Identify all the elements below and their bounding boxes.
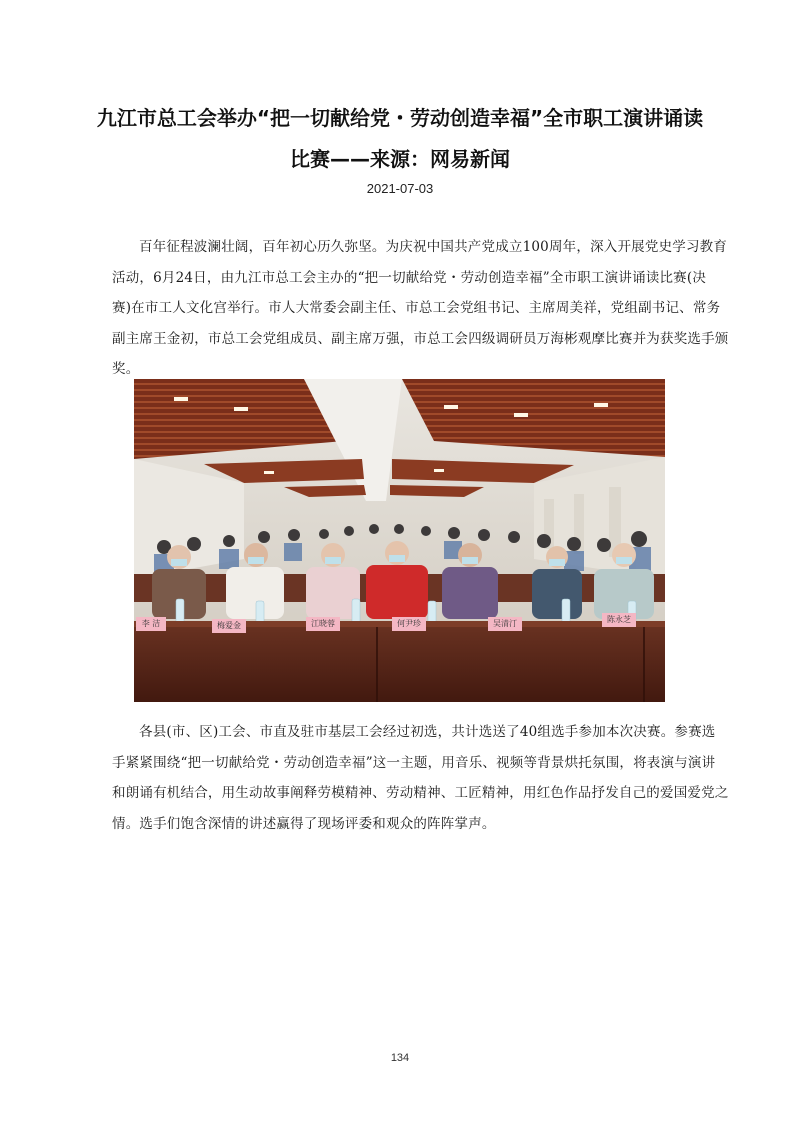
nameplate: 吴清汀 — [488, 617, 522, 631]
paragraph-1-line: 副主席王金初，市总工会党组成员、副主席万强，市总工会四级调研员万海彬观摩比赛并为获奖选手颁 — [112, 330, 729, 347]
paragraph-2-line: 手紧紧围绕“把一切献给党・劳动创造幸福”这一主题，用音乐、视频等背景烘托氛围，将表演与演讲 — [112, 754, 716, 771]
article-title-line-2: 比赛——来源：网易新闻 — [290, 147, 510, 171]
publish-date: 2021-07-03 — [366, 181, 434, 196]
paragraph-1-line: 赛)在市工人文化宫举行。市人大常委会副主任、市总工会党组书记、主席周美祥，党组副书记、常务 — [112, 300, 721, 316]
page-number: 134 — [390, 1052, 410, 1064]
paragraph-2-line: 各县(市、区)工会、市直及驻市基层工会经过初选，共计选送了40组选手参加本次决赛。参赛选 — [139, 724, 716, 740]
paragraph-2-line: 和朗诵有机结合，用生动故事阐释劳模精神、劳动精神、工匠精神，用红色作品抒发自己的爱国爱党之 — [112, 785, 729, 801]
article-title-line-1: 九江市总工会举办“把一切献给党・劳动创造幸福”全市职工演讲诵读 — [96, 106, 704, 130]
nameplate: 梅爱金 — [212, 619, 246, 633]
nameplate: 李 洁 — [136, 617, 166, 631]
event-photo — [134, 379, 665, 702]
nameplate: 江晓蓉 — [306, 617, 340, 631]
paragraph-2 — [112, 717, 729, 839]
paragraph-1-line: 奖。 — [112, 361, 140, 377]
paragraph-2-line: 情。选手们饱含深情的讲述赢得了现场评委和观众的阵阵掌声。 — [112, 815, 496, 832]
nameplate: 陈永芝 — [602, 613, 636, 627]
paragraph-1-line: 活动，6月24日，由九江市总工会主办的“把一切献给党・劳动创造幸福”全市职工演讲诵读比赛(决 — [112, 269, 707, 286]
paragraph-1 — [112, 232, 729, 385]
paragraph-1-line: 百年征程波澜壮阔，百年初心历久弥坚。为庆祝中国共产党成立100周年，深入开展党史学习教育 — [139, 239, 728, 255]
event-photo-illustration — [134, 379, 665, 702]
nameplate: 何尹珍 — [392, 617, 426, 631]
